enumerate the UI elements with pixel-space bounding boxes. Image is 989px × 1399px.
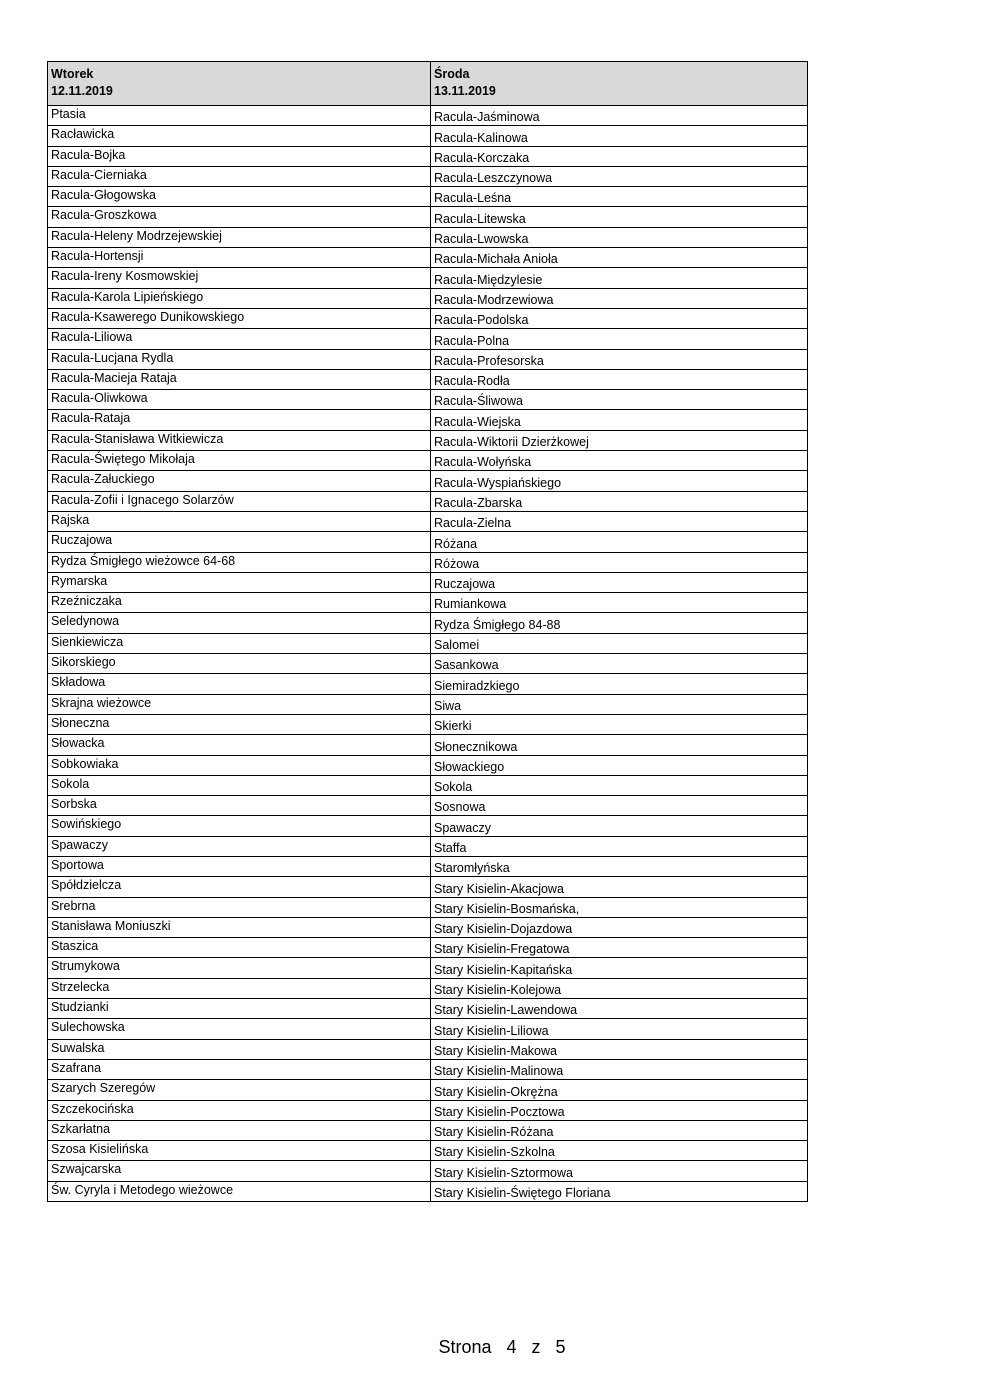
street-cell-wednesday: Racula-Litewska [431, 207, 808, 227]
table-row [48, 1080, 808, 1100]
street-cell-tuesday: Szkarłatna [48, 1120, 431, 1140]
table-row [48, 552, 808, 572]
schedule-body [48, 106, 808, 1202]
street-cell-wednesday: Stary Kisielin-Bosmańska, [431, 897, 808, 917]
street-cell-tuesday: Suwalska [48, 1039, 431, 1059]
street-cell-tuesday: Racula-Stanisława Witkiewicza [48, 430, 431, 450]
header-day-label: Środa [434, 67, 470, 81]
table-row [48, 654, 808, 674]
table-row [48, 369, 808, 389]
street-cell-tuesday: Racula-Głogowska [48, 187, 431, 207]
street-cell-tuesday: Sikorskiego [48, 654, 431, 674]
street-cell-wednesday: Racula-Zbarska [431, 491, 808, 511]
street-cell-wednesday: Racula-Rodła [431, 369, 808, 389]
street-cell-tuesday: Św. Cyryla i Metodego wieżowce [48, 1181, 431, 1201]
street-cell-wednesday: Stary Kisielin-Różana [431, 1120, 808, 1140]
street-cell-wednesday: Racula-Modrzewiowa [431, 288, 808, 308]
street-cell-wednesday: Salomei [431, 633, 808, 653]
street-cell-wednesday: Sokola [431, 775, 808, 795]
street-cell-tuesday: Racula-Ireny Kosmowskiej [48, 268, 431, 288]
street-cell-wednesday: Siwa [431, 694, 808, 714]
street-cell-wednesday: Racula-Polna [431, 329, 808, 349]
table-row [48, 917, 808, 937]
street-cell-tuesday: Szczekocińska [48, 1100, 431, 1120]
street-cell-wednesday: Słonecznikowa [431, 735, 808, 755]
street-cell-tuesday: Sportowa [48, 856, 431, 876]
table-row [48, 207, 808, 227]
street-cell-wednesday: Racula-Zielna [431, 511, 808, 531]
street-cell-wednesday: Stary Kisielin-Makowa [431, 1039, 808, 1059]
street-cell-tuesday: Studzianki [48, 999, 431, 1019]
table-row [48, 410, 808, 430]
table-row [48, 308, 808, 328]
street-cell-wednesday: Racula-Wołyńska [431, 451, 808, 471]
table-row [48, 1181, 808, 1201]
street-cell-wednesday: Stary Kisielin-Akacjowa [431, 877, 808, 897]
header-wednesday [431, 62, 808, 106]
street-cell-tuesday: Racławicka [48, 126, 431, 146]
street-cell-wednesday: Siemiradzkiego [431, 674, 808, 694]
table-row [48, 430, 808, 450]
table-row [48, 755, 808, 775]
street-cell-tuesday: Racula-Rataja [48, 410, 431, 430]
table-row [48, 897, 808, 917]
street-cell-wednesday: Stary Kisielin-Świętego Floriana [431, 1181, 808, 1201]
street-cell-tuesday: Sobkowiaka [48, 755, 431, 775]
street-cell-wednesday: Racula-Leśna [431, 187, 808, 207]
table-row [48, 735, 808, 755]
table-row [48, 146, 808, 166]
table-row [48, 816, 808, 836]
street-cell-tuesday: Racula-Lucjana Rydla [48, 349, 431, 369]
table-row [48, 106, 808, 126]
table-row [48, 613, 808, 633]
street-cell-tuesday: Racula-Bojka [48, 146, 431, 166]
street-cell-wednesday: Rydza Śmigłego 84-88 [431, 613, 808, 633]
table-row [48, 227, 808, 247]
table-row [48, 796, 808, 816]
header-row [48, 62, 808, 106]
street-cell-tuesday: Racula-Cierniaka [48, 166, 431, 186]
street-cell-wednesday: Stary Kisielin-Kapitańska [431, 958, 808, 978]
street-cell-wednesday: Stary Kisielin-Lawendowa [431, 999, 808, 1019]
page-total: 5 [555, 1337, 566, 1357]
street-cell-tuesday: Składowa [48, 674, 431, 694]
table-row [48, 329, 808, 349]
page-current: 4 [506, 1337, 517, 1357]
street-cell-tuesday: Słowacka [48, 735, 431, 755]
table-row [48, 288, 808, 308]
schedule-table [47, 61, 808, 1202]
street-cell-wednesday: Sasankowa [431, 654, 808, 674]
street-cell-wednesday: Słowackiego [431, 755, 808, 775]
street-cell-tuesday: Staszica [48, 938, 431, 958]
table-row [48, 1039, 808, 1059]
street-cell-tuesday: Szosa Kisielińska [48, 1141, 431, 1161]
street-cell-tuesday: Racula-Zofii i Ignacego Solarzów [48, 491, 431, 511]
street-cell-tuesday: Racula-Oliwkowa [48, 390, 431, 410]
table-row [48, 633, 808, 653]
table-row [48, 694, 808, 714]
table-row [48, 1161, 808, 1181]
street-cell-wednesday: Stary Kisielin-Liliowa [431, 1019, 808, 1039]
table-row [48, 572, 808, 592]
street-cell-tuesday: Racula-Załuckiego [48, 471, 431, 491]
table-row [48, 958, 808, 978]
table-row [48, 775, 808, 795]
street-cell-wednesday: Racula-Wiktorii Dzierżkowej [431, 430, 808, 450]
street-cell-tuesday: Rzeźniczaka [48, 593, 431, 613]
street-cell-tuesday: Spółdzielcza [48, 877, 431, 897]
table-row [48, 187, 808, 207]
street-cell-wednesday: Racula-Profesorska [431, 349, 808, 369]
street-cell-wednesday: Racula-Wyspiańskiego [431, 471, 808, 491]
street-cell-tuesday: Sowińskiego [48, 816, 431, 836]
street-cell-tuesday: Spawaczy [48, 836, 431, 856]
street-cell-wednesday: Racula-Michała Anioła [431, 248, 808, 268]
street-cell-wednesday: Ruczajowa [431, 572, 808, 592]
street-cell-wednesday: Skierki [431, 714, 808, 734]
street-cell-tuesday: Szafrana [48, 1059, 431, 1079]
street-cell-tuesday: Srebrna [48, 897, 431, 917]
street-cell-wednesday: Stary Kisielin-Pocztowa [431, 1100, 808, 1120]
street-cell-wednesday: Stary Kisielin-Malinowa [431, 1059, 808, 1079]
page-separator: z [531, 1337, 541, 1357]
street-cell-tuesday: Racula-Ksawerego Dunikowskiego [48, 308, 431, 328]
street-cell-wednesday: Racula-Wiejska [431, 410, 808, 430]
table-row [48, 1100, 808, 1120]
street-cell-wednesday: Stary Kisielin-Szkolna [431, 1141, 808, 1161]
table-row [48, 593, 808, 613]
table-row [48, 714, 808, 734]
street-cell-tuesday: Sienkiewicza [48, 633, 431, 653]
street-cell-tuesday: Sorbska [48, 796, 431, 816]
header-date-label: 12.11.2019 [51, 84, 113, 98]
table-row [48, 1019, 808, 1039]
street-cell-wednesday: Racula-Międzylesie [431, 268, 808, 288]
street-cell-tuesday: Ruczajowa [48, 532, 431, 552]
street-cell-tuesday: Racula-Macieja Rataja [48, 369, 431, 389]
table-row [48, 268, 808, 288]
street-cell-wednesday: Stary Kisielin-Okrężna [431, 1080, 808, 1100]
street-cell-wednesday: Stary Kisielin-Fregatowa [431, 938, 808, 958]
table-row [48, 451, 808, 471]
street-cell-wednesday: Racula-Leszczynowa [431, 166, 808, 186]
street-cell-wednesday: Stary Kisielin-Kolejowa [431, 978, 808, 998]
street-cell-tuesday: Rymarska [48, 572, 431, 592]
street-cell-tuesday: Racula-Groszkowa [48, 207, 431, 227]
street-cell-tuesday: Sulechowska [48, 1019, 431, 1039]
table-row [48, 1059, 808, 1079]
street-cell-wednesday: Racula-Podolska [431, 308, 808, 328]
street-cell-tuesday: Sokola [48, 775, 431, 795]
street-cell-wednesday: Stary Kisielin-Sztormowa [431, 1161, 808, 1181]
table-row [48, 471, 808, 491]
table-row [48, 856, 808, 876]
table-row [48, 877, 808, 897]
street-cell-wednesday: Racula-Śliwowa [431, 390, 808, 410]
table-row [48, 126, 808, 146]
street-cell-tuesday: Racula-Hortensji [48, 248, 431, 268]
street-cell-tuesday: Strzelecka [48, 978, 431, 998]
street-cell-tuesday: Rajska [48, 511, 431, 531]
table-row [48, 166, 808, 186]
street-cell-wednesday: Racula-Korczaka [431, 146, 808, 166]
street-cell-tuesday: Racula-Świętego Mikołaja [48, 451, 431, 471]
table-row [48, 349, 808, 369]
street-cell-wednesday: Różana [431, 532, 808, 552]
street-cell-wednesday: Racula-Jaśminowa [431, 106, 808, 126]
street-cell-tuesday: Racula-Liliowa [48, 329, 431, 349]
page-number [0, 1336, 989, 1358]
table-row [48, 674, 808, 694]
street-cell-tuesday: Słoneczna [48, 714, 431, 734]
street-cell-wednesday: Rumiankowa [431, 593, 808, 613]
table-row [48, 836, 808, 856]
street-cell-wednesday: Stary Kisielin-Dojazdowa [431, 917, 808, 937]
street-cell-tuesday: Szarych Szeregów [48, 1080, 431, 1100]
street-cell-wednesday: Sosnowa [431, 796, 808, 816]
street-cell-tuesday: Szwajcarska [48, 1161, 431, 1181]
header-date-label: 13.11.2019 [434, 84, 496, 98]
page-label: Strona [438, 1337, 492, 1357]
street-cell-tuesday: Skrajna wieżowce [48, 694, 431, 714]
street-cell-wednesday: Staromłyńska [431, 856, 808, 876]
street-cell-tuesday: Stanisława Moniuszki [48, 917, 431, 937]
header-day-label: Wtorek [51, 67, 94, 81]
street-cell-tuesday: Racula-Heleny Modrzejewskiej [48, 227, 431, 247]
street-cell-tuesday: Seledynowa [48, 613, 431, 633]
street-cell-wednesday: Racula-Kalinowa [431, 126, 808, 146]
table-row [48, 491, 808, 511]
street-cell-wednesday: Spawaczy [431, 816, 808, 836]
table-row [48, 1141, 808, 1161]
table-row [48, 390, 808, 410]
table-row [48, 532, 808, 552]
table-row [48, 978, 808, 998]
table-row [48, 938, 808, 958]
street-cell-tuesday: Racula-Karola Lipieńskiego [48, 288, 431, 308]
table-row [48, 999, 808, 1019]
table-row [48, 248, 808, 268]
street-cell-wednesday: Racula-Lwowska [431, 227, 808, 247]
table-row [48, 1120, 808, 1140]
header-tuesday [48, 62, 431, 106]
table-row [48, 511, 808, 531]
street-cell-wednesday: Różowa [431, 552, 808, 572]
street-cell-tuesday: Strumykowa [48, 958, 431, 978]
street-cell-tuesday: Ptasia [48, 106, 431, 126]
street-cell-wednesday: Staffa [431, 836, 808, 856]
street-cell-tuesday: Rydza Śmigłego wieżowce 64-68 [48, 552, 431, 572]
